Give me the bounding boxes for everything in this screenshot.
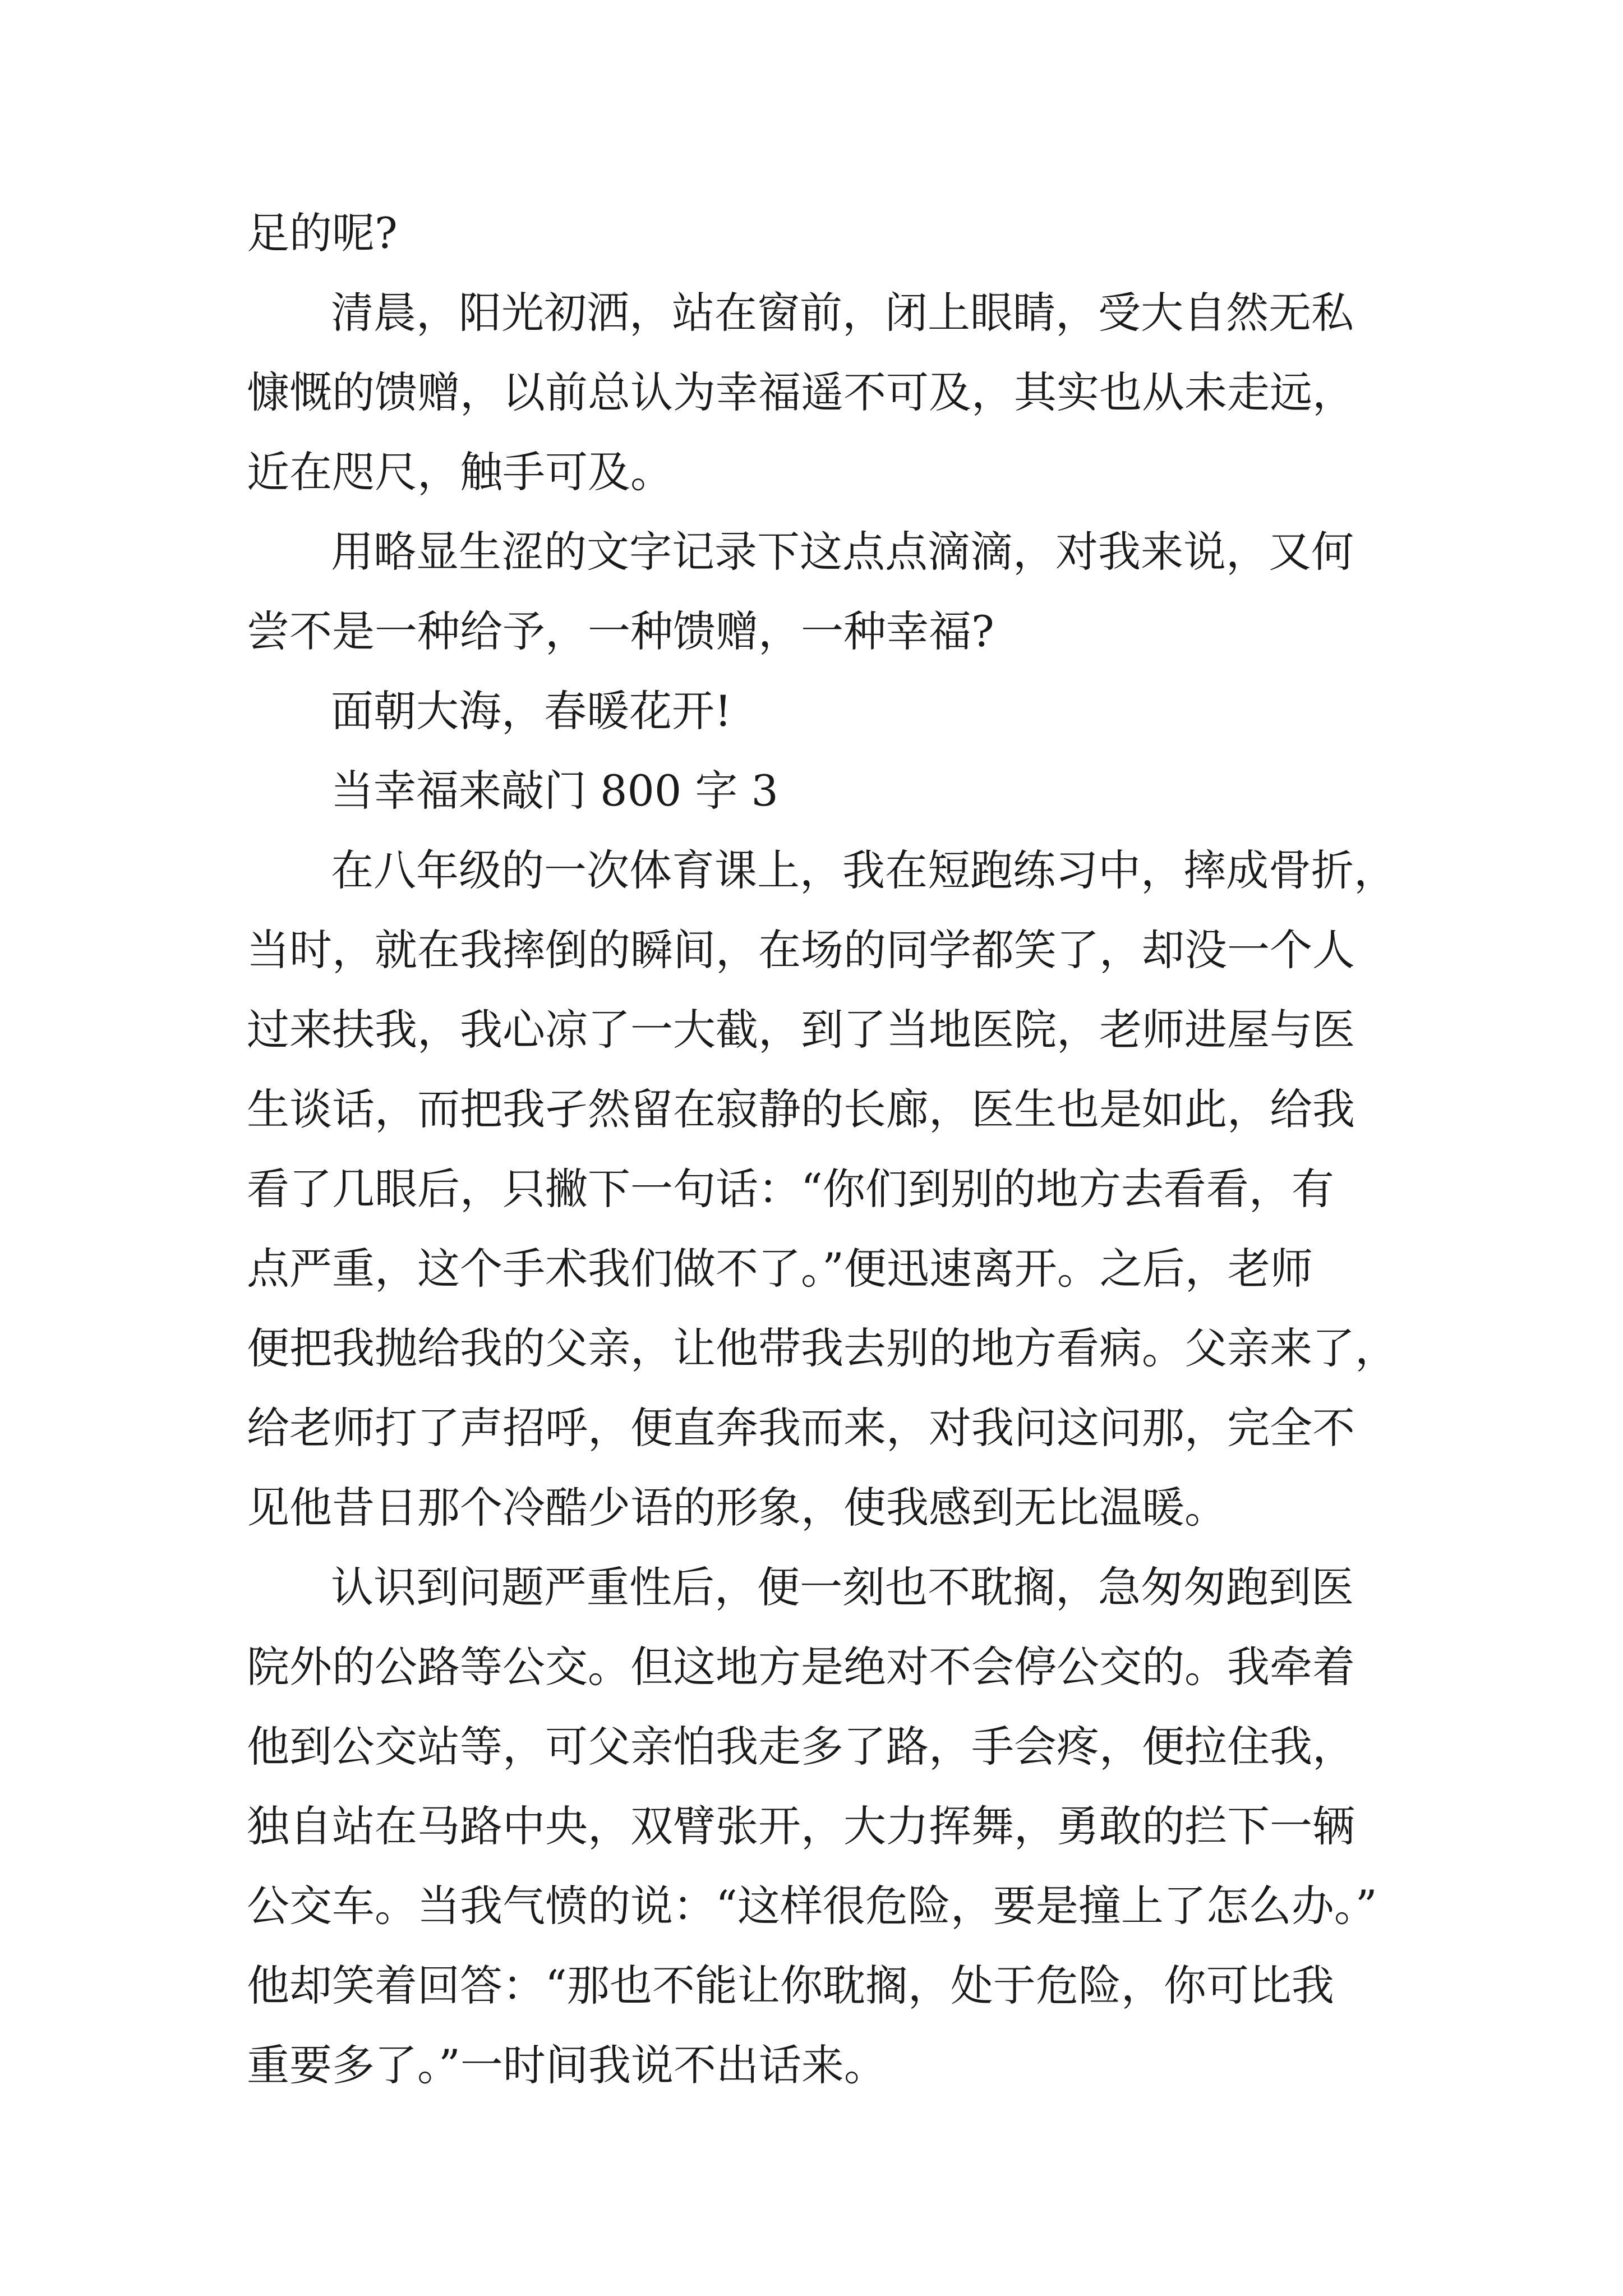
text-line-3: 慷慨的馈赠，以前总认为幸福遥不可及，其实也从未走远，	[247, 367, 1355, 417]
text-line-22: 公交车。当我气愤的说：“这样很危险，要是撞上了怎么办。”	[247, 1881, 1377, 1931]
text-line-21: 独自站在马路中央，双臂张开，大力挥舞，勇敢的拦下一辆	[247, 1801, 1355, 1851]
section-heading: 当幸福来敲门 800 字 3	[331, 766, 778, 816]
text-line-19: 院外的公路等公交。但这地方是绝对不会停公交的。我牵着	[247, 1642, 1355, 1692]
text-line-10: 当时，就在我摔倒的瞬间，在场的同学都笑了，却没一个人	[247, 925, 1355, 975]
text-line-18: 认识到问题严重性后，便一刻也不耽搁，急匆匆跑到医	[331, 1562, 1354, 1612]
text-line-11: 过来扶我，我心凉了一大截，到了当地医院，老师进屋与医	[247, 1005, 1355, 1055]
text-line-2: 清晨，阳光初洒，站在窗前，闭上眼睛，受大自然无私	[331, 288, 1354, 338]
text-line-20: 他到公交站等，可父亲怕我走多了路，手会疼，便拉住我，	[247, 1722, 1355, 1772]
text-line-9: 在八年级的一次体育课上，我在短跑练习中，摔成骨折，	[331, 845, 1396, 895]
text-line-13: 看了几眼后，只撇下一句话：“你们到别的地方去看看，有	[247, 1164, 1334, 1214]
text-line-4: 近在咫尺，触手可及。	[247, 447, 673, 497]
text-line-7: 面朝大海，春暖花开!	[331, 686, 732, 736]
text-line-1: 足的呢?	[247, 208, 398, 258]
text-line-24: 重要多了。”一时间我说不出话来。	[247, 2040, 887, 2090]
text-line-14: 点严重，这个手术我们做不了。”便迅速离开。之后，老师	[247, 1244, 1313, 1294]
text-line-15: 便把我抛给我的父亲，让他带我去别的地方看病。父亲来了，	[247, 1323, 1398, 1373]
text-line-6: 尝不是一种给予，一种馈赠，一种幸福?	[247, 606, 994, 656]
text-line-5: 用略显生涩的文字记录下这点点滴滴，对我来说，又何	[331, 527, 1354, 577]
text-line-23: 他却笑着回答：“那也不能让你耽搁，处于危险，你可比我	[247, 1961, 1334, 2010]
text-line-17: 见他昔日那个冷酷少语的形象，使我感到无比温暖。	[247, 1483, 1227, 1533]
text-line-12: 生谈话，而把我孑然留在寂静的长廊，医生也是如此，给我	[247, 1084, 1355, 1134]
text-line-16: 给老师打了声招呼，便直奔我而来，对我问这问那，完全不	[247, 1403, 1355, 1453]
document-body	[247, 194, 1398, 2105]
